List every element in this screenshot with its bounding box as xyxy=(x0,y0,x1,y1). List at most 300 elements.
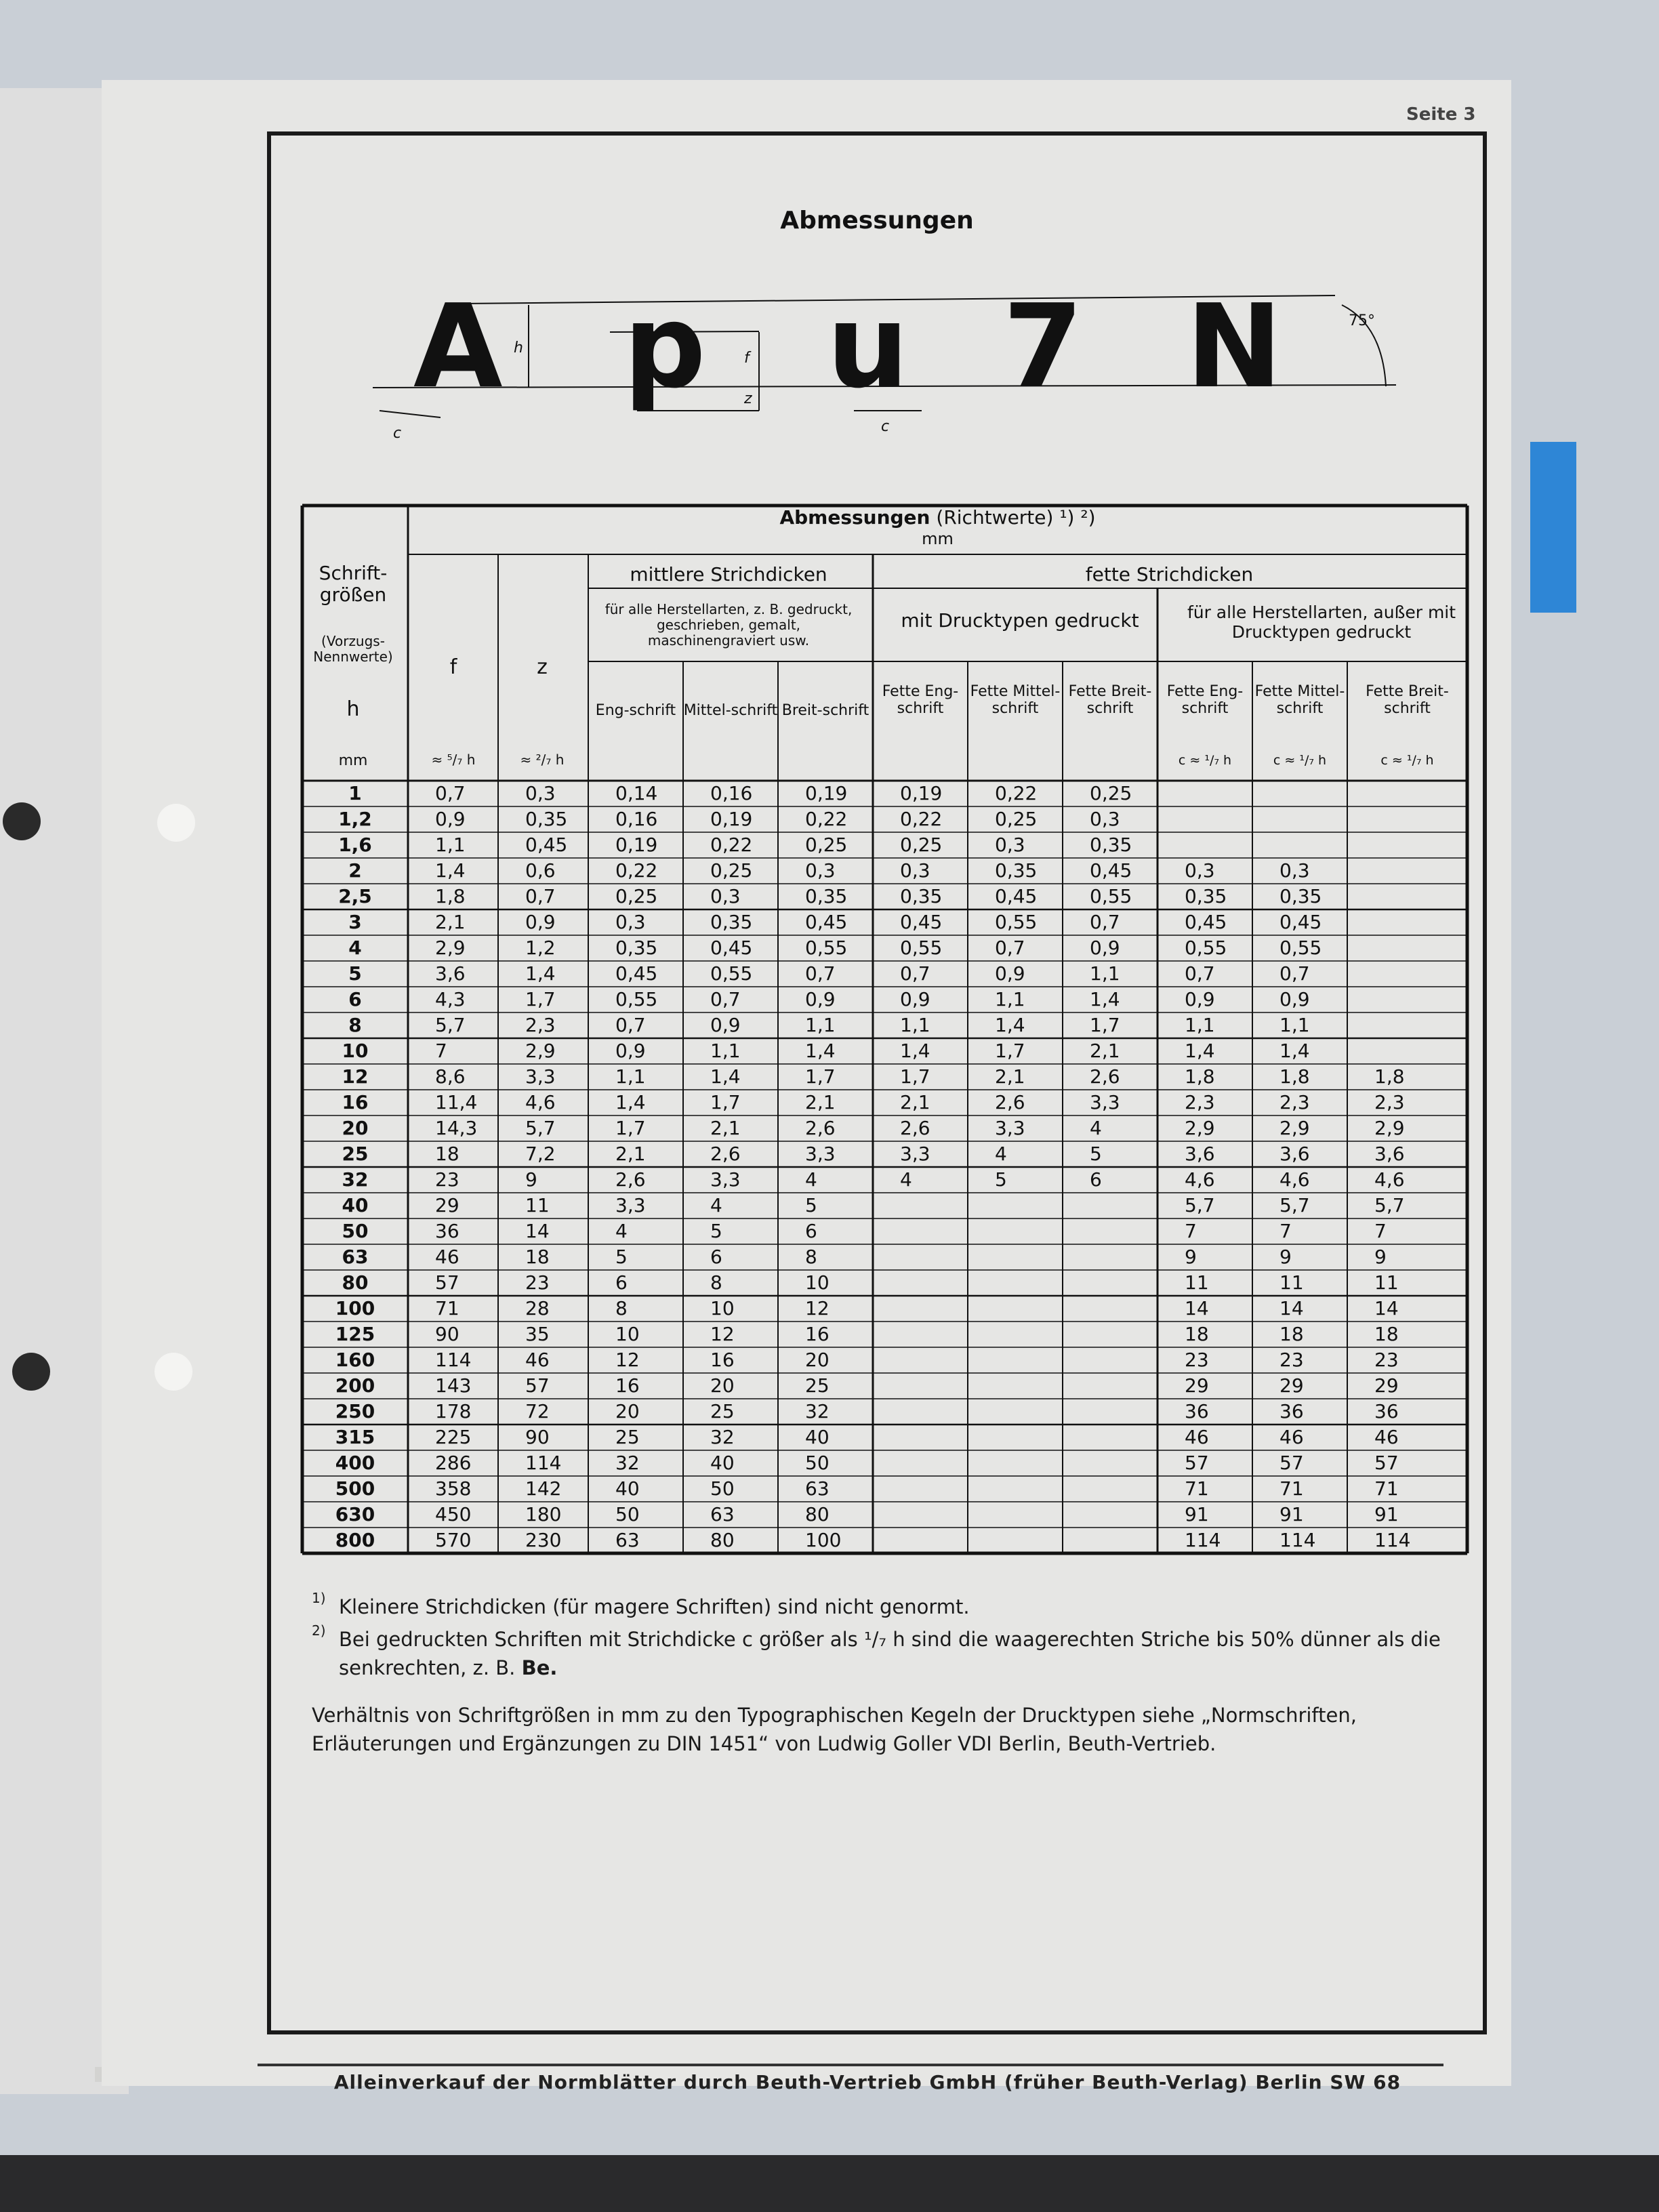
index-tab xyxy=(1530,442,1576,613)
page-title: Abmessungen xyxy=(780,207,974,234)
table-cell: 57 xyxy=(435,1271,459,1294)
table-cell: 12 xyxy=(710,1323,735,1345)
subheader-sub_m-2: Breit-schrift xyxy=(781,702,869,719)
footer: Alleinverkauf der Normblätter durch Beuth-Vertrieb GmbH (früher Beuth-Verlag) Berlin SW 68 xyxy=(333,2071,1401,2093)
table-cell: 11 xyxy=(525,1194,550,1216)
table-cell: 114 xyxy=(1185,1529,1221,1551)
table-cell: 1,4 xyxy=(710,1065,741,1088)
table-cell: 7 xyxy=(1185,1220,1197,1242)
table-cell: 9 xyxy=(525,1168,537,1191)
table-cell: 71 xyxy=(435,1297,459,1319)
table-cell: 2,3 xyxy=(1374,1091,1405,1113)
table-cell: 0,25 xyxy=(1090,782,1132,804)
col-h-symbol: h xyxy=(346,697,360,721)
table-cell: 0,55 xyxy=(900,937,943,959)
table-cell: 4 xyxy=(1090,1117,1102,1139)
table-cell: 0,16 xyxy=(615,808,658,830)
col-h-unit: mm xyxy=(338,752,368,769)
table-cell: 16 xyxy=(805,1323,830,1345)
table-cell: 1,7 xyxy=(710,1091,741,1113)
table-cell: 2,9 xyxy=(1279,1117,1310,1139)
cell-h: 2,5 xyxy=(338,885,372,907)
table-cell: 6 xyxy=(805,1220,817,1242)
cell-h: 16 xyxy=(342,1091,369,1113)
table-cell: 5,7 xyxy=(1374,1194,1405,1216)
table-cell: 0,35 xyxy=(995,859,1038,882)
table-cell: 46 xyxy=(1185,1426,1209,1448)
table-cell: 40 xyxy=(710,1452,735,1474)
table-cell: 5,7 xyxy=(1185,1194,1215,1216)
table-cell: 5,7 xyxy=(435,1014,466,1036)
table-cell: 0,55 xyxy=(995,911,1038,933)
table-cell: 6 xyxy=(1090,1168,1102,1191)
table-cell: 4,6 xyxy=(525,1091,556,1113)
table-cell: 1,4 xyxy=(900,1040,930,1062)
dimension-table xyxy=(298,501,1471,1562)
table-cell: 0,7 xyxy=(805,962,836,985)
table-cell: 1,1 xyxy=(900,1014,930,1036)
ratio-note: Verhältnis von Schriftgrößen in mm zu den Typographischen Kegeln der Drucktypen siehe „Normschriften, Erläuterungen und Ergänzungen zu DIN 1451“ von Ludwig Goller VDI Berlin, Beuth-Vertrieb. xyxy=(312,1704,1357,1756)
table-cell: 1,1 xyxy=(615,1065,646,1088)
table-cell: 286 xyxy=(435,1452,472,1474)
header-mittlere-sub: für alle Herstellarten, z. B. gedruckt, geschrieben, gemalt, maschinengraviert usw. xyxy=(605,601,853,649)
table-cell: 2,6 xyxy=(900,1117,930,1139)
cell-h: 200 xyxy=(335,1374,375,1397)
footnote-2: 2) Bei gedruckten Schriften mit Strichdicke c größer als ¹/₇ h sind die waagerechten Striche bis 50% dünner als die senkrechten, z. B. Be. xyxy=(312,1622,1441,1680)
table-cell: 0,9 xyxy=(805,988,836,1010)
subheader-c-approx: c ≈ ¹/₇ h xyxy=(1273,753,1327,768)
table-cell: 2,3 xyxy=(1185,1091,1215,1113)
table-cell: 4 xyxy=(615,1220,628,1242)
table-cell: 35 xyxy=(525,1323,550,1345)
table-cell: 0,35 xyxy=(900,885,943,907)
col-h-sub: (Vorzugs-Nennwerte) xyxy=(313,633,393,665)
cell-h: 4 xyxy=(348,937,362,959)
dim-c: c xyxy=(393,425,402,442)
table-cell: 1,4 xyxy=(615,1091,646,1113)
table-cell: 0,9 xyxy=(525,911,556,933)
table-cell: 0,9 xyxy=(995,962,1025,985)
table-cell: 1,1 xyxy=(1090,962,1120,985)
table-cell: 1,7 xyxy=(995,1040,1025,1062)
table-cell: 46 xyxy=(435,1246,459,1268)
cell-h: 5 xyxy=(348,962,362,985)
table-cell: 450 xyxy=(435,1503,472,1525)
subheader-sub_fd-0: Fette Eng-schrift xyxy=(882,683,959,718)
table-cell: 1,4 xyxy=(435,859,466,882)
table-cell: 0,7 xyxy=(1090,911,1120,933)
table-cell: 40 xyxy=(615,1477,640,1500)
table-cell: 0,35 xyxy=(615,937,658,959)
table-cell: 29 xyxy=(1185,1374,1209,1397)
table-cell: 57 xyxy=(1374,1452,1399,1474)
table-cell: 11,4 xyxy=(435,1091,478,1113)
table-cell: 7 xyxy=(1279,1220,1292,1242)
table-cell: 1,8 xyxy=(435,885,466,907)
table-cell: 7,2 xyxy=(525,1143,556,1165)
table-cell: 1,7 xyxy=(900,1065,930,1088)
table-cell: 0,22 xyxy=(995,782,1038,804)
cell-h: 2 xyxy=(348,859,362,882)
table-cell: 0,22 xyxy=(615,859,658,882)
table-cell: 1,4 xyxy=(805,1040,836,1062)
table-cell: 63 xyxy=(805,1477,830,1500)
cell-h: 10 xyxy=(342,1040,369,1062)
table-cell: 11 xyxy=(1279,1271,1304,1294)
table-cell: 0,45 xyxy=(615,962,658,985)
table-cell: 0,55 xyxy=(615,988,658,1010)
table-cell: 2,6 xyxy=(710,1143,741,1165)
table-cell: 0,7 xyxy=(900,962,930,985)
table-cell: 9 xyxy=(1374,1246,1387,1268)
table-cell: 1,7 xyxy=(805,1065,836,1088)
table-cell: 0,35 xyxy=(1090,834,1132,856)
table-cell: 0,19 xyxy=(710,808,753,830)
table-cell: 1,1 xyxy=(995,988,1025,1010)
subheader-sub_fa-2: Fette Breit-schrift xyxy=(1366,683,1449,718)
cell-h: 100 xyxy=(335,1297,375,1319)
table-cell: 0,25 xyxy=(900,834,943,856)
table-cell: 20 xyxy=(710,1374,735,1397)
table-cell: 6 xyxy=(615,1271,628,1294)
table-cell: 5 xyxy=(1090,1143,1102,1165)
table-cell: 114 xyxy=(525,1452,562,1474)
table-cell: 25 xyxy=(710,1400,735,1422)
table-cell: 18 xyxy=(525,1246,550,1268)
cell-h: 400 xyxy=(335,1452,375,1474)
header-fette: fette Strichdicken xyxy=(1085,563,1254,586)
dim-f: f xyxy=(744,350,750,367)
table-cell: 3,6 xyxy=(1279,1143,1310,1165)
table-cell: 2,6 xyxy=(615,1168,646,1191)
table-cell: 1,8 xyxy=(1279,1065,1310,1088)
table-cell: 2,1 xyxy=(1090,1040,1120,1062)
table-cell: 71 xyxy=(1279,1477,1304,1500)
table-cell: 4,3 xyxy=(435,988,466,1010)
table-cell: 100 xyxy=(805,1529,842,1551)
subheader-sub_m-1: Mittel-schrift xyxy=(683,702,778,719)
table-cell: 0,19 xyxy=(615,834,658,856)
table-cell: 50 xyxy=(805,1452,830,1474)
table-cell: 12 xyxy=(805,1297,830,1319)
table-cell: 0,55 xyxy=(1279,937,1322,959)
table-cell: 23 xyxy=(1279,1349,1304,1371)
cell-h: 500 xyxy=(335,1477,375,1500)
table-cell: 1,1 xyxy=(805,1014,836,1036)
table-cell: 1,1 xyxy=(435,834,466,856)
table-cell: 23 xyxy=(435,1168,459,1191)
table-cell: 18 xyxy=(1185,1323,1209,1345)
table-cell: 1,4 xyxy=(1185,1040,1215,1062)
table-cell: 0,9 xyxy=(710,1014,741,1036)
table-cell: 178 xyxy=(435,1400,472,1422)
table-cell: 71 xyxy=(1374,1477,1399,1500)
table-cell: 14 xyxy=(1279,1297,1304,1319)
table-cell: 0,22 xyxy=(710,834,753,856)
dim-z: z xyxy=(744,390,752,407)
table-cell: 0,6 xyxy=(525,859,556,882)
table-cell: 16 xyxy=(710,1349,735,1371)
cell-h: 250 xyxy=(335,1400,375,1422)
glyph-N: N xyxy=(1186,280,1283,414)
col-z-approx: ≈ ²/₇ h xyxy=(520,752,565,768)
table-cell: 3,3 xyxy=(615,1194,646,1216)
table-cell: 143 xyxy=(435,1374,472,1397)
table-cell: 40 xyxy=(805,1426,830,1448)
footnote-1: 1) Kleinere Strichdicken (für magere Schriften) sind nicht genormt. xyxy=(312,1590,970,1618)
table-cell: 20 xyxy=(805,1349,830,1371)
dim-h: h xyxy=(514,340,523,356)
table-cell: 46 xyxy=(525,1349,550,1371)
glyph-p: p xyxy=(623,280,706,414)
subheader-sub_fa-1: Fette Mittel-schrift xyxy=(1254,683,1345,718)
table-cell: 2,1 xyxy=(710,1117,741,1139)
table-cell: 5 xyxy=(615,1246,628,1268)
table-cell: 8 xyxy=(615,1297,628,1319)
table-cell: 29 xyxy=(435,1194,459,1216)
table-cell: 29 xyxy=(1374,1374,1399,1397)
table-cell: 4 xyxy=(805,1168,817,1191)
table-cell: 2,6 xyxy=(1090,1065,1120,1088)
table-cell: 0,7 xyxy=(435,782,466,804)
cell-h: 1,2 xyxy=(338,808,372,830)
table-cell: 0,35 xyxy=(1185,885,1227,907)
table-cell: 5,7 xyxy=(525,1117,556,1139)
table-cell: 4,6 xyxy=(1185,1168,1215,1191)
title-area xyxy=(267,0,1487,271)
table-cell: 0,45 xyxy=(805,911,848,933)
table-cell: 23 xyxy=(525,1271,550,1294)
table-cell: 5 xyxy=(995,1168,1007,1191)
table-cell: 0,45 xyxy=(1185,911,1227,933)
table-cell: 225 xyxy=(435,1426,472,1448)
table-cell: 0,14 xyxy=(615,782,658,804)
cell-h: 12 xyxy=(342,1065,369,1088)
table-cell: 1,1 xyxy=(1185,1014,1215,1036)
table-cell: 0,9 xyxy=(1185,988,1215,1010)
table-cell: 2,1 xyxy=(615,1143,646,1165)
table-cell: 1,7 xyxy=(525,988,556,1010)
subheader-sub_fd-1: Fette Mittel-schrift xyxy=(970,683,1061,718)
table-cell: 0,3 xyxy=(900,859,930,882)
table-cell: 29 xyxy=(1279,1374,1304,1397)
table-cell: 2,3 xyxy=(525,1014,556,1036)
table-cell: 114 xyxy=(1374,1529,1411,1551)
table-cell: 57 xyxy=(1279,1452,1304,1474)
table-cell: 9 xyxy=(1279,1246,1292,1268)
table-cell: 0,35 xyxy=(1279,885,1322,907)
table-cell: 23 xyxy=(1374,1349,1399,1371)
table-cell: 46 xyxy=(1279,1426,1304,1448)
table-cell: 1,2 xyxy=(525,937,556,959)
table-cell: 9 xyxy=(1185,1246,1197,1268)
table-cell: 2,1 xyxy=(900,1091,930,1113)
table-cell: 18 xyxy=(1374,1323,1399,1345)
table-cell: 72 xyxy=(525,1400,550,1422)
table-cell: 1,8 xyxy=(1374,1065,1405,1088)
table-cell: 0,3 xyxy=(805,859,836,882)
table-cell: 10 xyxy=(615,1323,640,1345)
table-cell: 3,6 xyxy=(1374,1143,1405,1165)
table-cell: 0,7 xyxy=(1185,962,1215,985)
table-cell: 23 xyxy=(1185,1349,1209,1371)
table-cell: 8,6 xyxy=(435,1065,466,1088)
cell-h: 50 xyxy=(342,1220,369,1242)
table-cell: 63 xyxy=(710,1503,735,1525)
table-cell: 2,3 xyxy=(1279,1091,1310,1113)
table-cell: 1,4 xyxy=(995,1014,1025,1036)
table-cell: 14 xyxy=(1374,1297,1399,1319)
table-cell: 90 xyxy=(525,1426,550,1448)
table-main-header: Abmessungen (Richtwerte) ¹) ²) xyxy=(779,506,1096,529)
cell-h: 8 xyxy=(348,1014,362,1036)
table-cell: 14,3 xyxy=(435,1117,478,1139)
cell-h: 160 xyxy=(335,1349,375,1371)
table-cell: 2,9 xyxy=(435,937,466,959)
table-cell: 0,3 xyxy=(1185,859,1215,882)
table-cell: 3,6 xyxy=(435,962,466,985)
table-cell: 7 xyxy=(435,1040,447,1062)
table-cell: 14 xyxy=(525,1220,550,1242)
table-cell: 50 xyxy=(710,1477,735,1500)
glyph-7: 7 xyxy=(1003,280,1084,414)
col-h-title: Schrift-größen xyxy=(319,562,388,607)
table-cell: 4 xyxy=(900,1168,912,1191)
table-cell: 1,4 xyxy=(525,962,556,985)
table-cell: 57 xyxy=(1185,1452,1209,1474)
cell-h: 32 xyxy=(342,1168,369,1191)
table-cell: 4,6 xyxy=(1279,1168,1310,1191)
cell-h: 800 xyxy=(335,1529,375,1551)
table-cell: 0,45 xyxy=(995,885,1038,907)
cell-h: 315 xyxy=(335,1426,375,1448)
table-cell: 0,3 xyxy=(615,911,646,933)
table-cell: 10 xyxy=(710,1297,735,1319)
table-cell: 0,55 xyxy=(805,937,848,959)
table-cell: 5 xyxy=(710,1220,722,1242)
table-cell: 0,19 xyxy=(900,782,943,804)
table-cell: 57 xyxy=(525,1374,550,1397)
cell-h: 1,6 xyxy=(338,834,372,856)
punch-hole xyxy=(157,804,195,842)
table-cell: 1,4 xyxy=(1090,988,1120,1010)
table-cell: 80 xyxy=(805,1503,830,1525)
table-cell: 0,7 xyxy=(995,937,1025,959)
table-cell: 18 xyxy=(1279,1323,1304,1345)
table-cell: 3,3 xyxy=(710,1168,741,1191)
table-cell: 2,1 xyxy=(995,1065,1025,1088)
table-cell: 0,45 xyxy=(1090,859,1132,882)
table-cell: 18 xyxy=(435,1143,459,1165)
table-cell: 50 xyxy=(615,1503,640,1525)
dim-angle: 75° xyxy=(1349,312,1375,329)
subheader-sub_fd-2: Fette Breit-schrift xyxy=(1068,683,1152,718)
table-cell: 0,55 xyxy=(710,962,753,985)
table-cell: 63 xyxy=(615,1529,640,1551)
table-cell: 3,6 xyxy=(1185,1143,1215,1165)
table-cell: 570 xyxy=(435,1529,472,1551)
punch-hole xyxy=(12,1353,50,1391)
table-cell: 0,45 xyxy=(1279,911,1322,933)
table-cell: 91 xyxy=(1279,1503,1304,1525)
punch-hole xyxy=(155,1353,192,1391)
table-cell: 0,25 xyxy=(995,808,1038,830)
table-cell: 10 xyxy=(805,1271,830,1294)
table-cell: 36 xyxy=(1279,1400,1304,1422)
table-cell: 2,9 xyxy=(525,1040,556,1062)
table-cell: 3,3 xyxy=(995,1117,1025,1139)
cell-h: 80 xyxy=(342,1271,369,1294)
table-cell: 7 xyxy=(1374,1220,1387,1242)
table-cell: 32 xyxy=(615,1452,640,1474)
table-cell: 90 xyxy=(435,1323,459,1345)
table-cell: 25 xyxy=(615,1426,640,1448)
table-cell: 46 xyxy=(1374,1426,1399,1448)
table-cell: 3,3 xyxy=(900,1143,930,1165)
dim-c: c xyxy=(881,418,890,435)
cell-h: 630 xyxy=(335,1503,375,1525)
table-cell: 0,22 xyxy=(805,808,848,830)
table-cell: 0,45 xyxy=(710,937,753,959)
table-cell: 2,9 xyxy=(1374,1117,1405,1139)
table-cell: 20 xyxy=(615,1400,640,1422)
table-cell: 0,3 xyxy=(995,834,1025,856)
table-cell: 91 xyxy=(1185,1503,1209,1525)
punch-hole xyxy=(3,802,41,840)
table-cell: 12 xyxy=(615,1349,640,1371)
table-cell: 2,1 xyxy=(805,1091,836,1113)
table-cell: 0,9 xyxy=(1279,988,1310,1010)
table-cell: 0,45 xyxy=(525,834,568,856)
table-cell: 71 xyxy=(1185,1477,1209,1500)
table-cell: 0,3 xyxy=(525,782,556,804)
table-cell: 1,7 xyxy=(615,1117,646,1139)
cell-h: 20 xyxy=(342,1117,369,1139)
glyph-sample xyxy=(352,278,1410,454)
table-cell: 91 xyxy=(1374,1503,1399,1525)
table-cell: 0,3 xyxy=(1090,808,1120,830)
table-cell: 0,9 xyxy=(435,808,466,830)
table-cell: 32 xyxy=(805,1400,830,1422)
table-cell: 8 xyxy=(805,1246,817,1268)
table-cell: 2,6 xyxy=(995,1091,1025,1113)
footer-rule xyxy=(258,2064,1443,2066)
table-cell: 358 xyxy=(435,1477,472,1500)
table-cell: 0,7 xyxy=(615,1014,646,1036)
table-cell: 0,25 xyxy=(710,859,753,882)
table-cell: 0,19 xyxy=(805,782,848,804)
cell-h: 125 xyxy=(335,1323,375,1345)
table-cell: 36 xyxy=(1185,1400,1209,1422)
col-f-approx: ≈ ⁵/₇ h xyxy=(431,752,476,768)
table-cell: 0,7 xyxy=(525,885,556,907)
table-cell: 0,45 xyxy=(900,911,943,933)
table-cell: 1,1 xyxy=(1279,1014,1310,1036)
cell-h: 3 xyxy=(348,911,362,933)
glyph-u: u xyxy=(827,280,909,414)
table-cell: 2,6 xyxy=(805,1117,836,1139)
table-cell: 0,7 xyxy=(710,988,741,1010)
table-cell: 1,7 xyxy=(1090,1014,1120,1036)
table-cell: 3,3 xyxy=(1090,1091,1120,1113)
table-cell: 0,25 xyxy=(805,834,848,856)
table-cell: 6 xyxy=(710,1246,722,1268)
table-cell: 3,3 xyxy=(805,1143,836,1165)
subheader-sub_fa-0: Fette Eng-schrift xyxy=(1166,683,1244,718)
table-cell: 2,9 xyxy=(1185,1117,1215,1139)
table-cell: 36 xyxy=(1374,1400,1399,1422)
table-cell: 4 xyxy=(995,1143,1007,1165)
